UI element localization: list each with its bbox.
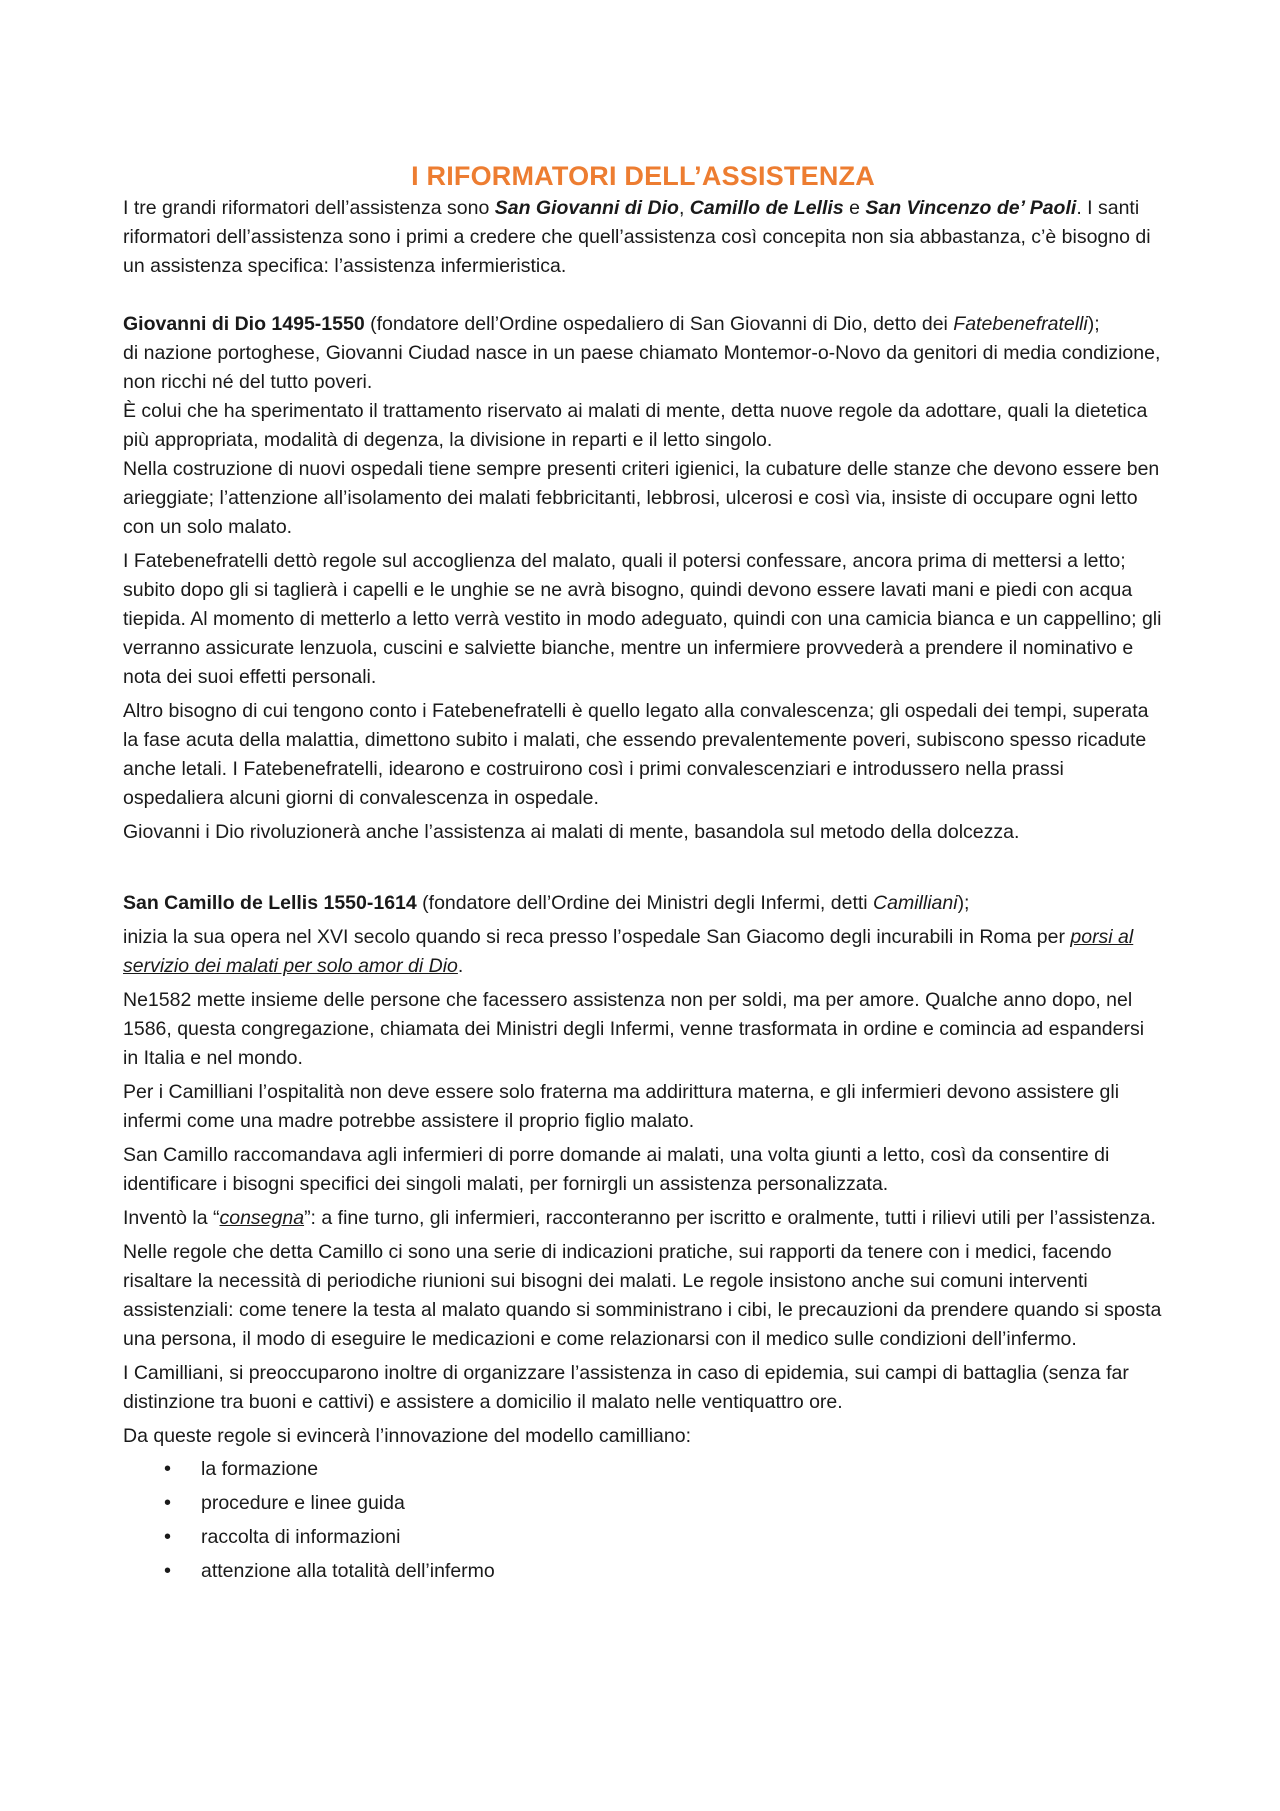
camillo-p5-start: Inventò la “ xyxy=(123,1207,220,1229)
list-item xyxy=(123,1489,1163,1518)
camillo-p5-rest: ”: a fine turno, gli infermieri, racconteranno per iscritto e oralmente, tutti i rilievi utili per l’assistenza. xyxy=(304,1207,1156,1229)
camillo-p5-term: consegna xyxy=(219,1207,305,1229)
camillo-paragraph-4: San Camillo raccomandava agli infermieri di porre domande ai malati, una volta giunti a letto, così da consentire di identificare i bisogni specifici dei singoli malati, per fornirgli un assistenza personalizzata. xyxy=(123,1144,1110,1195)
intro-text-3: e xyxy=(843,197,866,219)
giovanni-heading-end: ); xyxy=(1087,313,1100,335)
camillo-heading xyxy=(123,889,1163,918)
giovanni-paragraph-6: Giovanni i Dio rivoluzionerà anche l’assistenza ai malati di mente, basandola sul metodo della dolcezza. xyxy=(123,821,1020,843)
camillo-paragraph-7: I Camilliani, si preoccuparono inoltre di organizzare l’assistenza in caso di epidemia, sui campi di battaglia (senza far distinzione tra buoni e cattivi) e assistere a domicilio il malato nelle ventiquattro ore. xyxy=(123,1362,1129,1413)
camillo-p1-end: . xyxy=(457,955,464,977)
intro-text-4: . I santi riformatori dell’assistenza sono i primi a credere che quell’assistenza così concepita non sia abbastanza, c’è bisogno di un assistenza specifica: l’assistenza infermieristica. xyxy=(123,197,1151,277)
name-san-vincenzo: San Vincenzo de’ Paoli xyxy=(865,197,1077,219)
bullet-icon: • xyxy=(164,1560,172,1582)
name-san-giovanni: San Giovanni di Dio xyxy=(494,197,679,219)
list-item xyxy=(123,1523,1163,1552)
camillo-paragraph-8: Da queste regole si evincerà l’innovazione del modello camilliano: xyxy=(123,1425,691,1447)
giovanni-paragraph-5: Altro bisogno di cui tengono conto i Fatebenefratelli è quello legato alla convalescenza; gli ospedali dei tempi, superata la fase acuta della malattia, dimettono subito i malati, che essendo prevalentemente poveri, subiscono spesso ricadute anche letali. I Fatebenefratelli, idearono e costruirono così i primi convalescenziari e introdussero nella prassi ospedaliera alcuni giorni di convalescenza in ospedale. xyxy=(123,700,1149,809)
document-body xyxy=(123,158,1163,1591)
list-item xyxy=(123,1557,1163,1586)
giovanni-paragraph-3: Nella costruzione di nuovi ospedali tiene sempre presenti criteri igienici, la cubature delle stanze che devono essere ben arieggiate; l’attenzione all’isolamento dei malati febbricitanti, lebbrosi, ulcerosi e così via, insiste di occupare ogni letto con un solo malato. xyxy=(123,458,1160,538)
camillo-heading-bold: San Camillo de Lellis 1550-1614 xyxy=(123,892,417,914)
camillo-p1-text: inizia la sua opera nel XVI secolo quando si reca presso l’ospedale San Giacomo degli incurabili in Roma per xyxy=(123,926,1071,948)
intro-text-2: , xyxy=(678,197,690,219)
giovanni-heading-italic: Fatebenefratelli xyxy=(953,313,1088,335)
camillo-paragraph-1 xyxy=(123,923,1163,981)
giovanni-heading-text: (fondatore dell’Ordine ospedaliero di San Giovanni di Dio, detto dei xyxy=(364,313,954,335)
camillo-heading-end: ); xyxy=(957,892,970,914)
list-item xyxy=(123,1455,1163,1484)
list-item-text: la formazione xyxy=(201,1458,319,1480)
camillo-p1-underlined: porsi al servizio dei malati per solo amor di Dio xyxy=(123,926,1134,977)
giovanni-paragraph-2: È colui che ha sperimentato il trattamento riservato ai malati di mente, detta nuove regole da adottare, quali la dietetica più appropriata, modalità di degenza, la divisione in reparti e il letto singolo. xyxy=(123,400,1148,451)
giovanni-heading xyxy=(123,310,1163,339)
page-title: I RIFORMATORI DELL’ASSISTENZA xyxy=(411,161,875,191)
camillo-heading-text: (fondatore dell’Ordine dei Ministri degli Infermi, detti xyxy=(416,892,874,914)
list-item-text: raccolta di informazioni xyxy=(201,1526,401,1548)
list-item-text: attenzione alla totalità dell’infermo xyxy=(201,1560,495,1582)
bullet-icon: • xyxy=(164,1458,172,1480)
name-camillo: Camillo de Lellis xyxy=(689,197,844,219)
bullet-icon: • xyxy=(164,1492,172,1514)
list-item-text: procedure e linee guida xyxy=(201,1492,405,1514)
camillo-heading-italic: Camilliani xyxy=(873,892,958,914)
camillo-paragraph-2: Ne1582 mette insieme delle persone che facessero assistenza non per soldi, ma per amore. Qualche anno dopo, nel 1586, questa congregazione, chiamata dei Ministri degli Infermi, venne trasformata in ordine e comincia ad espandersi in Italia e nel mondo. xyxy=(123,989,1145,1069)
bullet-icon: • xyxy=(164,1526,172,1548)
camillo-paragraph-5 xyxy=(123,1204,1163,1233)
camillo-paragraph-3: Per i Camilliani l’ospitalità non deve essere solo fraterna ma addirittura materna, e gli infermieri devono assistere gli infermi come una madre potrebbe assistere il proprio figlio malato. xyxy=(123,1081,1120,1132)
intro-paragraph xyxy=(123,194,1163,281)
giovanni-paragraph-1: di nazione portoghese, Giovanni Ciudad nasce in un paese chiamato Montemor-o-Novo da genitori di media condizione, non ricchi né del tutto poveri. xyxy=(123,342,1161,393)
intro-text-1: I tre grandi riformatori dell’assistenza sono xyxy=(123,197,495,219)
giovanni-heading-bold: Giovanni di Dio 1495-1550 xyxy=(123,313,365,335)
camillo-paragraph-6: Nelle regole che detta Camillo ci sono una serie di indicazioni pratiche, sui rapporti da tenere con i medici, facendo risaltare la necessità di periodiche riunioni sui bisogni dei malati. Le regole insistono anche sui comuni interventi assistenziali: come tenere la testa al malato quando si somministrano i cibi, le precauzioni da prendere quando si sposta una persona, il modo di eseguire le medicazioni e come relazionarsi con il medico sulle condizioni dell’infermo. xyxy=(123,1241,1162,1350)
camillo-bullet-list xyxy=(123,1455,1163,1586)
giovanni-paragraph-4: I Fatebenefratelli dettò regole sul accoglienza del malato, quali il potersi confessare, ancora prima di mettersi a letto; subito dopo gli si taglierà i capelli e le unghie se ne avrà bisogno, quindi devono essere lavati mani e piedi con acqua tiepida. Al momento di metterlo a letto verrà vestito in modo adeguato, quindi con una camicia bianca e un cappellino; gli verranno assicurate lenzuola, cuscini e salviette bianche, mentre un infermiere provvederà a prendere il nominativo e nota dei suoi effetti personali. xyxy=(123,550,1162,688)
